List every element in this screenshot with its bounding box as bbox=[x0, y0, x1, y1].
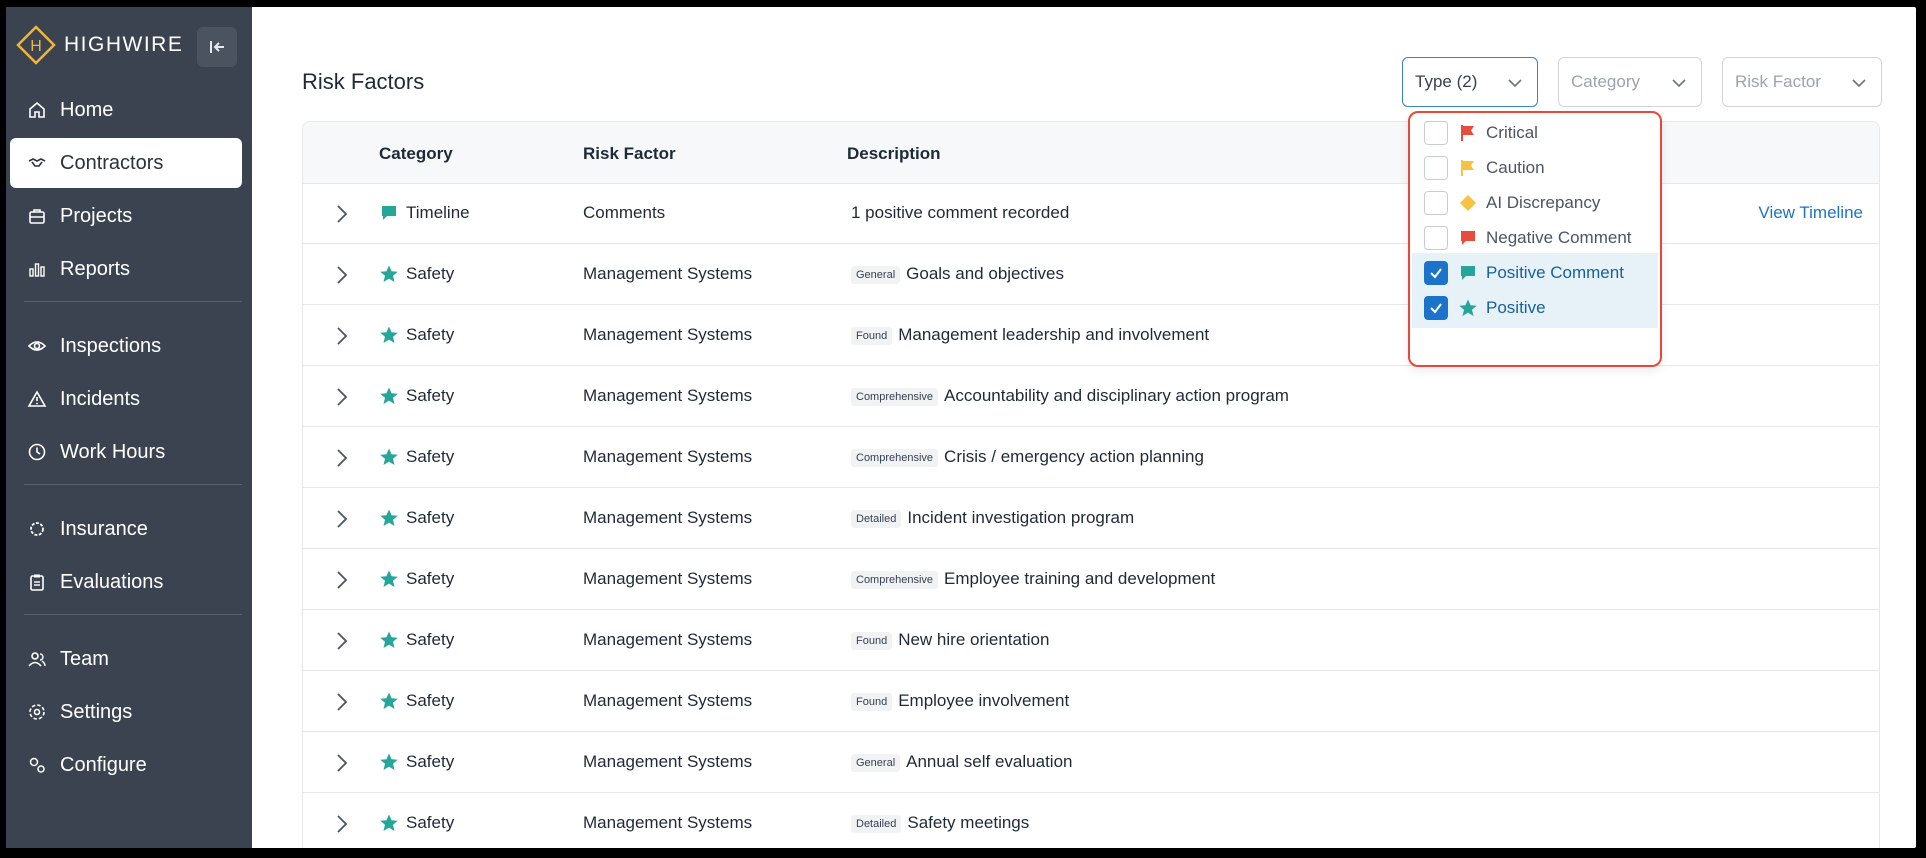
category-text: Safety bbox=[406, 569, 455, 588]
star-icon bbox=[379, 813, 399, 833]
star-icon bbox=[379, 691, 399, 711]
table-row[interactable] bbox=[303, 550, 1879, 610]
description-text: Accountability and disciplinary action program bbox=[944, 386, 1289, 405]
sidebar-item-label: Contractors bbox=[60, 151, 164, 174]
category-text: Safety bbox=[406, 508, 455, 527]
clock-icon bbox=[24, 439, 50, 465]
checkbox[interactable] bbox=[1424, 261, 1448, 285]
star-icon bbox=[379, 569, 399, 589]
checkmark-icon bbox=[1428, 265, 1444, 281]
sidebar-item-label: Reports bbox=[60, 257, 131, 280]
level-tag: Found bbox=[851, 327, 892, 345]
sidebar-item-inspections[interactable] bbox=[10, 321, 242, 371]
category-cell bbox=[379, 386, 454, 406]
bar-chart-icon bbox=[24, 256, 50, 282]
chevron-right-icon[interactable] bbox=[331, 568, 353, 592]
star-icon bbox=[379, 325, 399, 345]
yellow-flag-icon bbox=[1458, 158, 1478, 178]
briefcase-icon bbox=[24, 203, 50, 229]
level-tag: General bbox=[851, 754, 900, 772]
chevron-down-icon bbox=[1851, 75, 1867, 91]
level-tag: Detailed bbox=[851, 510, 901, 528]
category-text: Safety bbox=[406, 386, 455, 405]
risk-factor-cell: Management Systems bbox=[583, 386, 753, 405]
logo-letter: H bbox=[30, 38, 42, 55]
category-cell bbox=[379, 203, 470, 223]
highwire-logo-icon bbox=[16, 25, 56, 65]
description-cell bbox=[851, 813, 1029, 833]
description-cell bbox=[851, 325, 1209, 345]
sidebar-item-label: Projects bbox=[60, 204, 133, 227]
category-cell bbox=[379, 691, 454, 711]
description-text: Crisis / emergency action planning bbox=[944, 447, 1204, 466]
level-tag: Comprehensive bbox=[851, 571, 938, 589]
eye-icon bbox=[24, 333, 50, 359]
sidebar-item-incidents[interactable] bbox=[10, 374, 242, 424]
option-label: Caution bbox=[1486, 158, 1545, 177]
option-label: Positive Comment bbox=[1486, 263, 1624, 282]
description-cell bbox=[851, 569, 1215, 589]
home-icon bbox=[24, 97, 50, 123]
sidebar-item-label: Work Hours bbox=[60, 440, 166, 463]
chevron-right-icon[interactable] bbox=[331, 324, 353, 348]
checkbox[interactable] bbox=[1424, 226, 1448, 250]
category-cell bbox=[379, 508, 454, 528]
sidebar bbox=[6, 7, 252, 848]
view-timeline-link[interactable]: View Timeline bbox=[1758, 203, 1863, 222]
category-cell bbox=[379, 813, 454, 833]
category-text: Safety bbox=[406, 325, 455, 344]
red-flag-icon bbox=[1458, 123, 1478, 143]
chevron-right-icon[interactable] bbox=[331, 263, 353, 287]
option-label: Negative Comment bbox=[1486, 228, 1632, 247]
description-cell bbox=[851, 264, 1064, 284]
level-tag: Comprehensive bbox=[851, 388, 938, 406]
risk-factor-cell: Management Systems bbox=[583, 447, 753, 466]
category-text: Timeline bbox=[406, 203, 470, 222]
sidebar-item-evaluations[interactable] bbox=[10, 557, 242, 607]
star-icon bbox=[379, 508, 399, 528]
clipboard-icon bbox=[24, 569, 50, 595]
chevron-right-icon[interactable] bbox=[331, 385, 353, 409]
description-text: Incident investigation program bbox=[907, 508, 1135, 527]
settings-icon bbox=[24, 699, 50, 725]
sidebar-item-configure[interactable] bbox=[10, 740, 242, 790]
sidebar-item-contractors[interactable] bbox=[10, 138, 242, 188]
description-text: Employee training and development bbox=[944, 569, 1216, 588]
handshake-icon bbox=[24, 150, 50, 176]
description-text: Goals and objectives bbox=[906, 264, 1064, 283]
category-filter-label: Category bbox=[1571, 72, 1640, 91]
category-cell bbox=[379, 325, 454, 345]
table-row[interactable] bbox=[303, 367, 1879, 427]
option-label: AI Discrepancy bbox=[1486, 193, 1601, 212]
comment-icon bbox=[379, 203, 399, 223]
level-tag: Comprehensive bbox=[851, 449, 938, 467]
option-label: Positive bbox=[1486, 298, 1546, 317]
chevron-down-icon bbox=[1671, 75, 1687, 91]
team-icon bbox=[24, 646, 50, 672]
checkmark-icon bbox=[1428, 300, 1444, 316]
sidebar-divider bbox=[24, 484, 242, 485]
category-cell bbox=[379, 447, 454, 467]
sidebar-divider bbox=[24, 614, 242, 615]
chevron-down-icon bbox=[1507, 75, 1523, 91]
sidebar-item-label: Team bbox=[60, 647, 109, 670]
sidebar-item-insurance[interactable] bbox=[10, 504, 242, 554]
type-option-positive[interactable] bbox=[1412, 288, 1658, 328]
category-text: Safety bbox=[406, 752, 455, 771]
sidebar-item-work-hours[interactable] bbox=[10, 427, 242, 477]
sidebar-item-label: Insurance bbox=[60, 517, 148, 540]
diamond-icon bbox=[1458, 193, 1478, 213]
category-cell bbox=[379, 264, 454, 284]
option-label: Critical bbox=[1486, 123, 1538, 142]
type-option-positive-comment[interactable] bbox=[1412, 253, 1658, 293]
chevron-right-icon[interactable] bbox=[331, 812, 353, 836]
page-title: Risk Factors bbox=[302, 69, 425, 94]
star-icon bbox=[379, 752, 399, 772]
description-text: 1 positive comment recorded bbox=[851, 203, 1070, 222]
sidebar-item-home[interactable] bbox=[10, 85, 242, 135]
column-header-risk-factor[interactable]: Risk Factor bbox=[583, 144, 676, 163]
checkbox[interactable] bbox=[1424, 296, 1448, 320]
chevron-right-icon[interactable] bbox=[331, 446, 353, 470]
sidebar-item-reports[interactable] bbox=[10, 244, 242, 294]
category-filter[interactable] bbox=[1558, 57, 1702, 107]
table-row[interactable] bbox=[303, 733, 1879, 793]
description-text: Employee involvement bbox=[898, 691, 1070, 710]
star-icon bbox=[379, 264, 399, 284]
category-cell bbox=[379, 752, 454, 772]
checkbox[interactable] bbox=[1424, 191, 1448, 215]
brand[interactable] bbox=[16, 25, 183, 65]
app-window bbox=[6, 7, 1916, 848]
description-cell bbox=[851, 752, 1072, 772]
description-cell bbox=[851, 386, 1289, 406]
chevron-right-icon[interactable] bbox=[331, 751, 353, 775]
risk-factor-cell: Management Systems bbox=[583, 264, 753, 283]
description-cell bbox=[851, 203, 1069, 223]
type-filter-dropdown bbox=[1408, 111, 1662, 367]
type-filter-label: Type (2) bbox=[1415, 72, 1478, 91]
red-comment-icon bbox=[1458, 228, 1478, 248]
level-tag: Found bbox=[851, 632, 892, 650]
table-row[interactable] bbox=[303, 794, 1879, 848]
category-text: Safety bbox=[406, 813, 455, 832]
type-option-ai-discrepancy[interactable] bbox=[1412, 183, 1658, 223]
brand-name: HIGHWIRE bbox=[64, 33, 184, 56]
column-header-description[interactable]: Description bbox=[847, 144, 941, 163]
type-option-critical[interactable] bbox=[1412, 113, 1658, 153]
risk-factor-cell: Management Systems bbox=[583, 813, 753, 832]
configure-icon bbox=[24, 752, 50, 778]
risk-factor-cell: Comments bbox=[583, 203, 666, 222]
category-text: Safety bbox=[406, 691, 455, 710]
column-header-category[interactable]: Category bbox=[379, 144, 453, 163]
main-content bbox=[252, 7, 1916, 848]
description-cell bbox=[851, 630, 1049, 650]
risk-factor-cell: Management Systems bbox=[583, 752, 753, 771]
chevron-right-icon[interactable] bbox=[331, 629, 353, 653]
type-option-negative-comment[interactable] bbox=[1412, 218, 1658, 258]
category-text: Safety bbox=[406, 447, 455, 466]
risk-factor-cell: Management Systems bbox=[583, 569, 753, 588]
chevron-right-icon[interactable] bbox=[331, 690, 353, 714]
risk-factor-cell: Management Systems bbox=[583, 630, 753, 649]
description-text: New hire orientation bbox=[898, 630, 1050, 649]
cog-outline-icon bbox=[24, 516, 50, 542]
warning-icon bbox=[24, 386, 50, 412]
sidebar-item-label: Configure bbox=[60, 753, 147, 776]
category-cell bbox=[379, 569, 454, 589]
sidebar-item-label: Settings bbox=[60, 700, 133, 723]
description-text: Management leadership and involvement bbox=[898, 325, 1210, 344]
level-tag: Found bbox=[851, 693, 892, 711]
sidebar-item-team[interactable] bbox=[10, 634, 242, 684]
star-icon bbox=[379, 447, 399, 467]
level-tag: General bbox=[851, 266, 900, 284]
description-cell bbox=[851, 447, 1204, 467]
risk-factor-cell: Management Systems bbox=[583, 325, 753, 344]
teal-star-icon bbox=[1458, 298, 1478, 318]
teal-comment-icon bbox=[1458, 263, 1478, 283]
chevron-right-icon[interactable] bbox=[331, 202, 353, 226]
level-tag: Detailed bbox=[851, 815, 901, 833]
description-cell bbox=[851, 508, 1134, 528]
checkbox[interactable] bbox=[1424, 121, 1448, 145]
sidebar-item-label: Incidents bbox=[60, 387, 141, 410]
table-row[interactable] bbox=[303, 489, 1879, 549]
table-row[interactable] bbox=[303, 428, 1879, 488]
type-option-caution[interactable] bbox=[1412, 148, 1658, 188]
category-cell bbox=[379, 630, 454, 650]
description-text: Safety meetings bbox=[907, 813, 1030, 832]
risk-factor-filter[interactable] bbox=[1722, 57, 1882, 107]
risk-factor-cell: Management Systems bbox=[583, 691, 753, 710]
sidebar-item-projects[interactable] bbox=[10, 191, 242, 241]
sidebar-item-settings[interactable] bbox=[10, 687, 242, 737]
risk-factor-filter-label: Risk Factor bbox=[1735, 72, 1821, 91]
category-text: Safety bbox=[406, 264, 455, 283]
risk-factor-cell: Management Systems bbox=[583, 508, 753, 527]
table-row[interactable] bbox=[303, 611, 1879, 671]
star-icon bbox=[379, 630, 399, 650]
star-icon bbox=[379, 386, 399, 406]
type-filter[interactable] bbox=[1402, 57, 1538, 107]
table-row[interactable] bbox=[303, 672, 1879, 732]
checkbox[interactable] bbox=[1424, 156, 1448, 180]
description-cell bbox=[851, 691, 1069, 711]
sidebar-item-label: Inspections bbox=[60, 334, 162, 357]
sidebar-item-label: Evaluations bbox=[60, 570, 164, 593]
collapse-left-icon bbox=[208, 38, 226, 56]
collapse-sidebar-button[interactable] bbox=[197, 27, 237, 67]
chevron-right-icon[interactable] bbox=[331, 507, 353, 531]
sidebar-item-label: Home bbox=[60, 98, 114, 121]
description-text: Annual self evaluation bbox=[906, 752, 1073, 771]
category-text: Safety bbox=[406, 630, 455, 649]
sidebar-divider bbox=[24, 301, 242, 302]
